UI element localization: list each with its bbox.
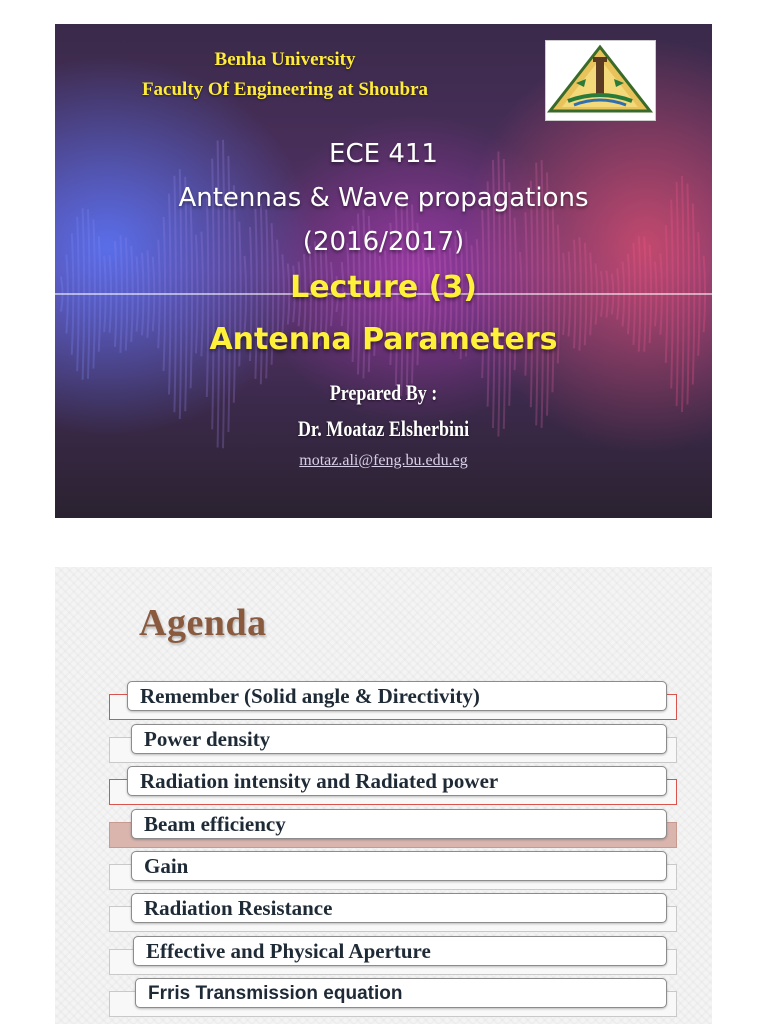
prepared-by: Prepared By : xyxy=(329,380,438,405)
agenda-item-label: Beam efficiency xyxy=(144,812,286,836)
lecture-topic: Antenna Parameters xyxy=(209,322,558,357)
academic-year: (2016/2017) xyxy=(302,227,465,257)
university-name: Benha University xyxy=(214,49,356,70)
course-name: Antennas & Wave propagations xyxy=(178,183,589,213)
course-code: ECE 411 xyxy=(329,139,438,169)
agenda-slide xyxy=(55,567,712,1024)
agenda-item xyxy=(109,978,677,1016)
agenda-item-label: Radiation intensity and Radiated power xyxy=(140,769,499,793)
author-name: Dr. Moataz Elsherbini xyxy=(297,416,470,441)
agenda-item-label: Gain xyxy=(144,854,189,878)
agenda-item xyxy=(109,893,677,931)
agenda-item xyxy=(109,936,677,974)
agenda-item xyxy=(109,809,677,847)
agenda-item xyxy=(109,724,677,762)
university-logo xyxy=(545,40,656,121)
email-line xyxy=(55,452,712,470)
lecture-number: Lecture (3) xyxy=(290,270,477,305)
agenda-item-label: Frris Transmission equation xyxy=(148,983,403,1004)
agenda-item-label: Effective and Physical Aperture xyxy=(146,939,431,963)
title-slide xyxy=(55,24,712,518)
email-link[interactable]: motaz.ali@feng.bu.edu.eg xyxy=(299,452,468,469)
agenda-item xyxy=(109,851,677,889)
faculty-name: Faculty Of Engineering at Shoubra xyxy=(141,79,429,100)
agenda-item-label: Power density xyxy=(144,727,271,751)
agenda-item-label: Remember (Solid angle & Directivity) xyxy=(140,684,480,708)
agenda-title: Agenda xyxy=(139,602,267,644)
agenda-item xyxy=(109,766,677,804)
agenda-item-label: Radiation Resistance xyxy=(144,896,333,920)
agenda-item xyxy=(109,681,677,719)
